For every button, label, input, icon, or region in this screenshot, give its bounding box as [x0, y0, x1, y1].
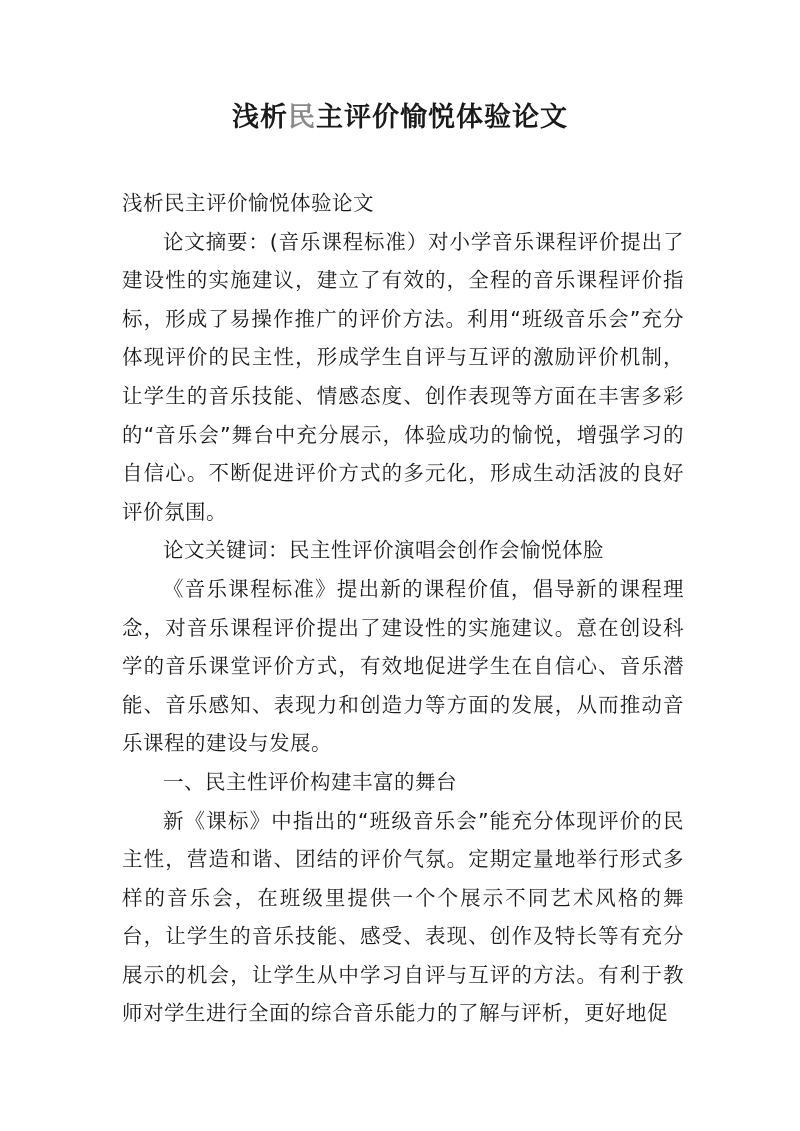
keywords-paragraph: 论文关键词：民主性评价演唱会创作会愉悦体脸: [163, 538, 604, 563]
document-title: [0, 98, 800, 138]
document-body: [122, 184, 684, 1033]
section-paragraph: 新《课标》中指出的“班级音乐会”能充分体现评价的民主性，营造和谐、团结的评价气氛。定期定量地举行形式多样的音乐会，在班级里提供一个个展示不同艺术风格的舞台，让学生的音乐技能、感受、表现、创作及特长等有充分展示的机会，让学生从中学习自评与互评的方法。有利于教师对学生进行全面的综合音乐能力的了解与评析，更好地促: [122, 808, 684, 1026]
intro-paragraph: 《音乐课程标准》提出新的课程价值，倡导新的课程理念，对音乐课程评价提出了建设性的实施建议。意在创设科学的音乐课堂评价方式，有效地促进学生在自信心、音乐潜能、音乐感知、表现力和创造力等方面的发展，从而推动音乐课程的建设与发展。: [122, 576, 684, 756]
section-heading: 一、民主性评价构建丰富的舞台: [163, 769, 457, 794]
title-part-1: 浅析: [232, 102, 288, 133]
abstract-paragraph: 论文摘要：(音乐课程标准）对小学音乐课程评价提出了建设性的实施建议，建立了有效的，全程的音乐课程评价指标，形成了易操作推广的评价方法。利用“班级音乐会”充分体现评价的民主性，形成学生自评与互评的激励评价机制，让学生的音乐技能、情感态度、创作表现等方面在丰害多彩的“音乐会”舞台中充分展示，体验成功的愉悦，增强学习的自信心。不断促进评价方式的多元化，形成生动活波的良好评价氛围。: [122, 229, 684, 524]
title-highlighted-char: 民: [288, 102, 316, 133]
title-part-2: 主评价愉悦体验论文: [316, 102, 568, 133]
subtitle-paragraph: 浅析民主评价愉悦体验论文: [122, 191, 374, 215]
